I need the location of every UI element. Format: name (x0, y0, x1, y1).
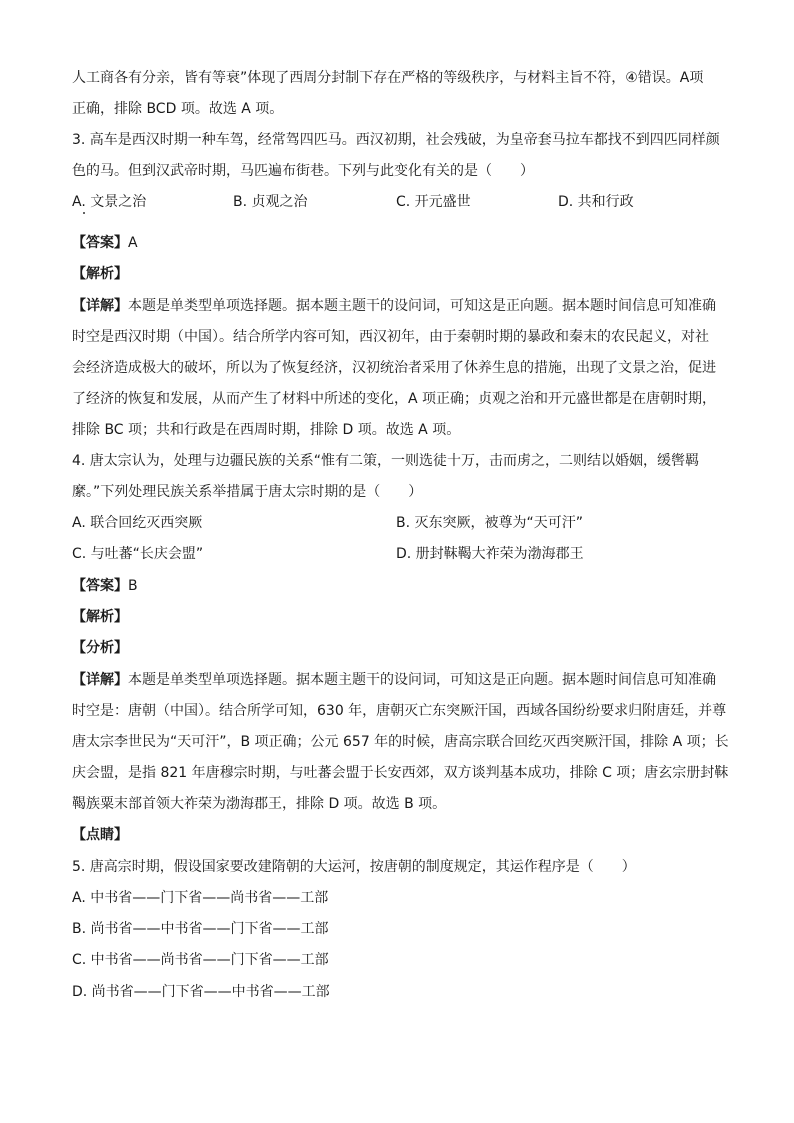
question-5-option-b: B. 尚书省——中书省——门下省——工部 (72, 921, 329, 937)
question-3-option-c: C. 开元盛世 (396, 194, 471, 210)
question-4-option-d: D. 册封靺鞨大祚荣为渤海郡王 (396, 546, 584, 562)
question-3-option-d: D. 共和行政 (558, 194, 634, 210)
question-5-option-d: D. 尚书省——门下省——中书省——工部 (72, 984, 330, 1000)
question-5-option-a: A. 中书省——门下省——尚书省——工部 (72, 890, 329, 906)
answer-tag: 【答案】 (72, 578, 128, 594)
question-3-answer (72, 233, 138, 253)
question-3-analysis-heading: 【解析】 (72, 266, 128, 282)
question-4-detail-line-3: 唐太宗李世民为“天可汗”，B 项正确；公元 657 年的时候，唐高宗联合回纥灭西突厥汗国，排除 A 项；长 (72, 734, 729, 750)
detail-text: 本题是单类型单项选择题。据本题主题干的设问词，可知这是正向题。据本题时间信息可知准确 (128, 672, 716, 688)
question-5-option-c: C. 中书省——尚书省——门下省——工部 (72, 952, 329, 968)
question-3-option-a: A. 文景之治 (72, 194, 147, 210)
question-3-detail-line-1 (72, 296, 716, 316)
question-4-option-a: A. 联合回纥灭西突厥 (72, 515, 203, 531)
question-4-analysis-heading: 【解析】 (72, 609, 128, 625)
answer-value: B (128, 578, 138, 594)
question-3-detail-line-5: 排除 BC 项；共和行政是在西周时期，排除 D 项。故选 A 项。 (72, 422, 461, 438)
question-3-option-b: B. 贞观之治 (233, 194, 308, 210)
answer-value: A (128, 235, 138, 251)
prev-explanation-line-2: 正确，排除 BCD 项。故选 A 项。 (72, 101, 284, 117)
question-4-detail-line-2: 时空是：唐朝（中国）。结合所学可知，630 年，唐朝灭亡东突厥汗国，西域各国纷纷要求归附唐廷，并尊 (72, 703, 727, 719)
question-3-stem-line-1: 3. 高车是西汉时期一种车驾，经常驾四匹马。西汉初期，社会残破，为皇帝套马拉车都找不到四匹同样颜 (72, 132, 720, 148)
question-4-stem-line-2: 縻。”下列处理民族关系举措属于唐太宗时期的是（ ） (72, 484, 423, 500)
question-4-detail-line-1 (72, 670, 716, 690)
question-4-answer (72, 576, 138, 596)
answer-tag: 【答案】 (72, 235, 128, 251)
question-3-detail-line-3: 会经济造成极大的破坏，所以为了恢复经济，汉初统治者采用了休养生息的措施，出现了文景之治，促进 (72, 360, 716, 376)
stray-dot-mark (83, 212, 85, 214)
question-4-dianjing-heading: 【点睛】 (72, 827, 128, 843)
question-4-option-b: B. 灭东突厥，被尊为“天可汗” (396, 515, 584, 531)
question-4-detail-line-5: 鞨族粟末部首领大祚荣为渤海郡王，排除 D 项。故选 B 项。 (72, 796, 447, 812)
detail-tag: 【详解】 (72, 672, 128, 688)
question-3-stem-line-2: 色的马。但到汉武帝时期，马匹遍布街巷。下列与此变化有关的是（ ） (72, 163, 534, 179)
question-3-detail-line-4: 了经济的恢复和发展，从而产生了材料中所述的变化，A 项正确；贞观之治和开元盛世都是在唐朝时期， (72, 391, 717, 407)
question-4-detail-line-4: 庆会盟，是指 821 年唐穆宗时期，与吐蕃会盟于长安西郊，双方谈判基本成功，排除 C 项；唐玄宗册封靺 (72, 765, 729, 781)
detail-text: 本题是单类型单项选择题。据本题主题干的设问词，可知这是正向题。据本题时间信息可知准确 (128, 298, 716, 314)
question-5-stem: 5. 唐高宗时期，假设国家要改建隋朝的大运河，按唐朝的制度规定，其运作程序是（ ） (72, 859, 636, 875)
question-3-detail-line-2: 时空是西汉时期（中国）。结合所学内容可知，西汉初年，由于秦朝时期的暴政和秦末的农民起义，对社 (72, 329, 709, 345)
detail-tag: 【详解】 (72, 298, 128, 314)
question-4-fenxi-heading: 【分析】 (72, 640, 128, 656)
question-4-stem-line-1: 4. 唐太宗认为，处理与边疆民族的关系“惟有二策，一则选徒十万，击而虏之，二则结以婚姻，缓辔羁 (72, 453, 700, 469)
prev-explanation-line-1: 人工商各有分亲，皆有等衰”体现了西周分封制下存在严格的等级秩序，与材料主旨不符，④错误。A项 (72, 70, 704, 86)
question-4-option-c: C. 与吐蕃“长庆会盟” (72, 546, 204, 562)
